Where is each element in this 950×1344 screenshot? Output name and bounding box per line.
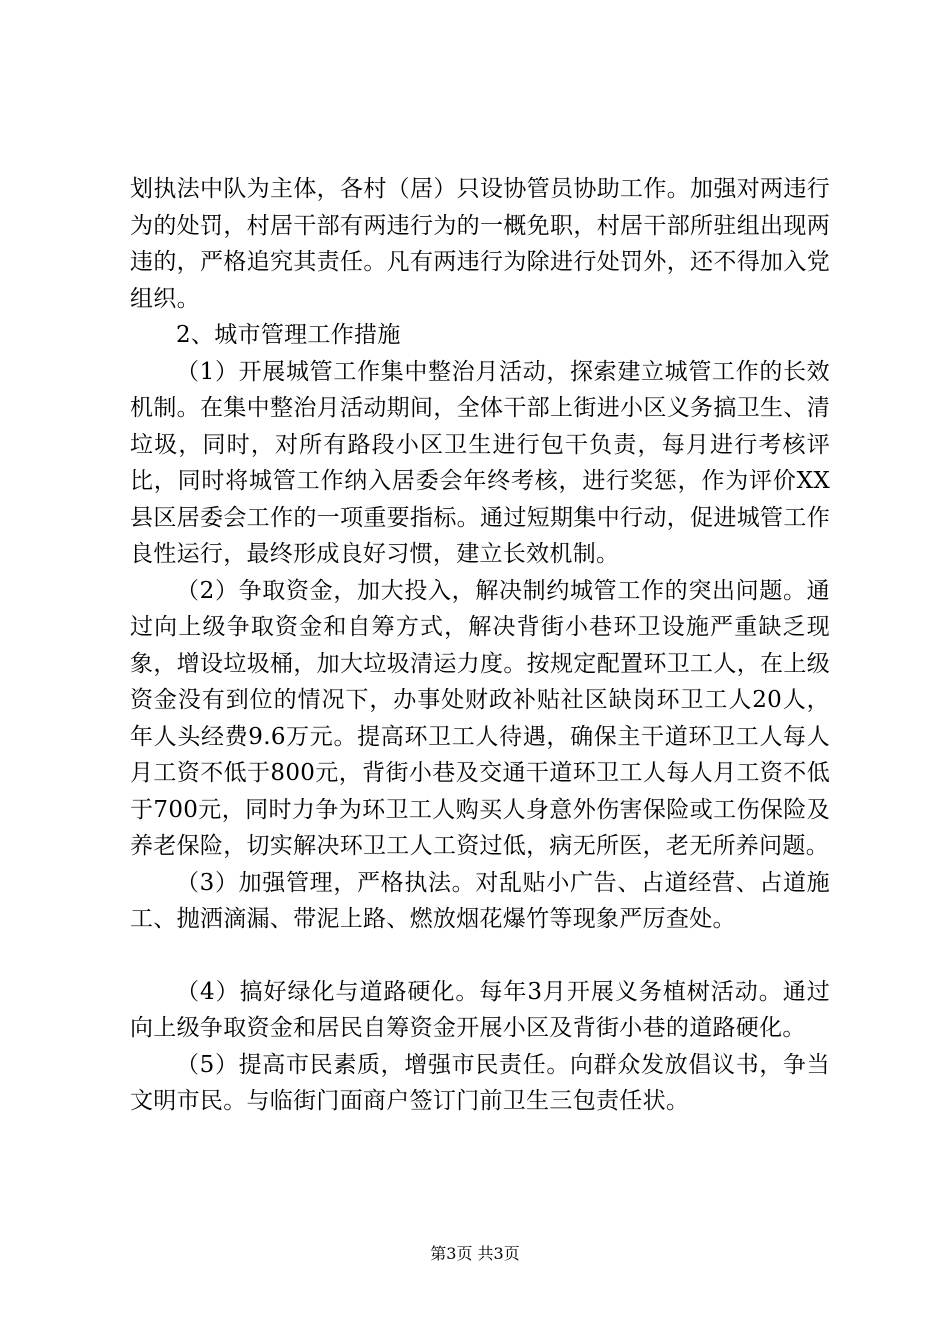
paragraph-measure-3: （3）加强管理，严格执法。对乱贴小广告、占道经营、占道施工、抛洒滴漏、带泥上路、燃放烟花爆竹等现象严厉查处。 bbox=[130, 869, 830, 932]
paragraph-measure-4: （4）搞好绿化与道路硬化。每年3月开展义务植树活动。通过向上级争取资金和居民自筹资金开展小区及背街小巷的道路硬化。 bbox=[130, 978, 830, 1041]
section-heading: 2、城市管理工作措施 bbox=[176, 322, 401, 348]
paragraph-continuation: 划执法中队为主体，各村（居）只设协管员协助工作。加强对两违行为的处罚，村居干部有两违行为的一概免职，村居干部所驻组出现两违的，严格追究其责任。凡有两违行为除进行处罚外，还不得加入党组织。 bbox=[130, 176, 830, 312]
paragraph-spacer bbox=[130, 938, 830, 974]
page-footer: 第3页 共3页 bbox=[430, 1244, 520, 1263]
document-body bbox=[130, 171, 830, 1120]
paragraph-measure-5: （5）提高市民素质，增强市民责任。向群众发放倡议书，争当文明市民。与临街门面商户签订门前卫生三包责任状。 bbox=[130, 1051, 830, 1114]
paragraph-measure-1: （1）开展城管工作集中整治月活动，探索建立城管工作的长效机制。在集中整治月活动期间，全体干部上街进小区义务搞卫生、清垃圾，同时，对所有路段小区卫生进行包干负责，每月进行考核评比，同时将城管工作纳入居委会年终考核，进行奖惩，作为评价XX县区居委会工作的一项重要指标。通过短期集中行动，促进城管工作良性运行，最终形成良好习惯，建立长效机制。 bbox=[130, 358, 830, 567]
paragraph-measure-2: （2）争取资金，加大投入，解决制约城管工作的突出问题。通过向上级争取资金和自筹方式，解决背街小巷环卫设施严重缺乏现象，增设垃圾桶，加大垃圾清运力度。按规定配置环卫工人，在上级资金没有到位的情况下，办事处财政补贴社区缺岗环卫工人20人，年人头经费9.6万元。提高环卫工人待遇，确保主干道环卫工人每人月工资不低于800元，背街小巷及交通干道环卫工人每人月工资不低于700元，同时力争为环卫工人购买人身意外伤害保险或工伤保险及养老保险，切实解决环卫工人工资过低，病无所医，老无所养问题。 bbox=[130, 577, 830, 859]
